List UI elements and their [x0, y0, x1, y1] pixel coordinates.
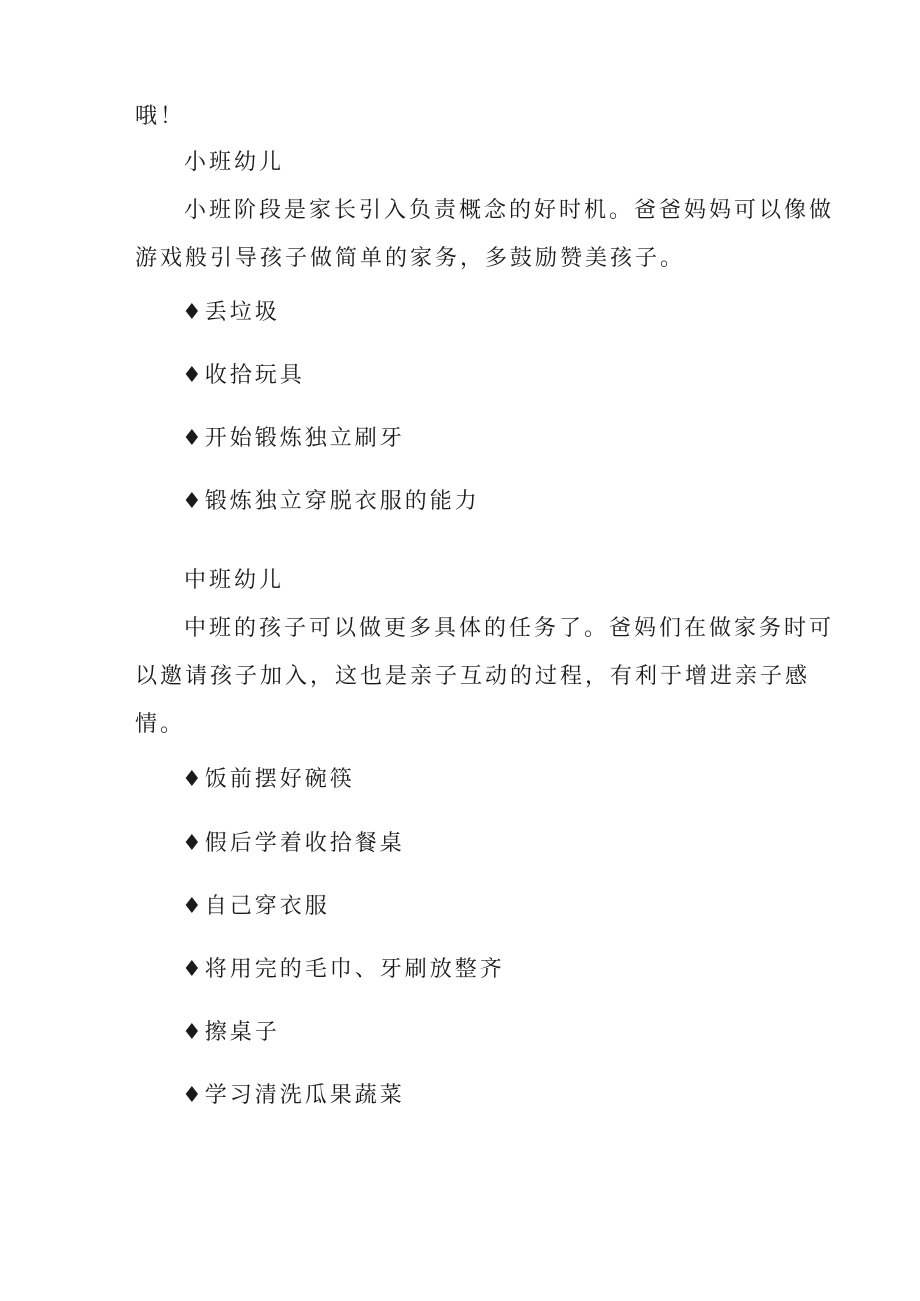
list-item: ♦将用完的毛巾、牙刷放整齐 [182, 957, 505, 982]
paragraph-line: 中班的孩子可以做更多具体的任务了。爸妈们在做家务时可 [184, 616, 835, 641]
list-item: ♦擦桌子 [182, 1020, 280, 1045]
list-item: ♦收拾玩具 [182, 363, 305, 388]
closing-exclamation: 哦！ [135, 104, 186, 129]
list-item: ♦学习清洗瓜果蔬菜 [182, 1083, 405, 1108]
list-item: ♦假后学着收拾餐桌 [182, 831, 405, 856]
list-item: ♦锻炼独立穿脱衣服的能力 [182, 489, 480, 514]
list-item: ♦饭前摆好碗筷 [182, 767, 355, 792]
paragraph-line: 小班阶段是家长引入负责概念的好时机。爸爸妈妈可以像做 [184, 198, 835, 223]
list-item: ♦开始锻炼独立刷牙 [182, 426, 405, 451]
section-heading-middle-class: 中班幼儿 [184, 568, 285, 593]
paragraph-line: 以邀请孩子加入，这也是亲子互动的过程，有利于增进亲子感 [135, 664, 811, 689]
paragraph-line: 情。 [135, 712, 186, 737]
paragraph-line: 游戏般引导孩子做简单的家务，多鼓励赞美孩子。 [135, 246, 686, 271]
list-item: ♦自己穿衣服 [182, 894, 330, 919]
section-heading-small-class: 小班幼儿 [184, 150, 285, 175]
list-item: ♦丢垃圾 [182, 300, 280, 325]
